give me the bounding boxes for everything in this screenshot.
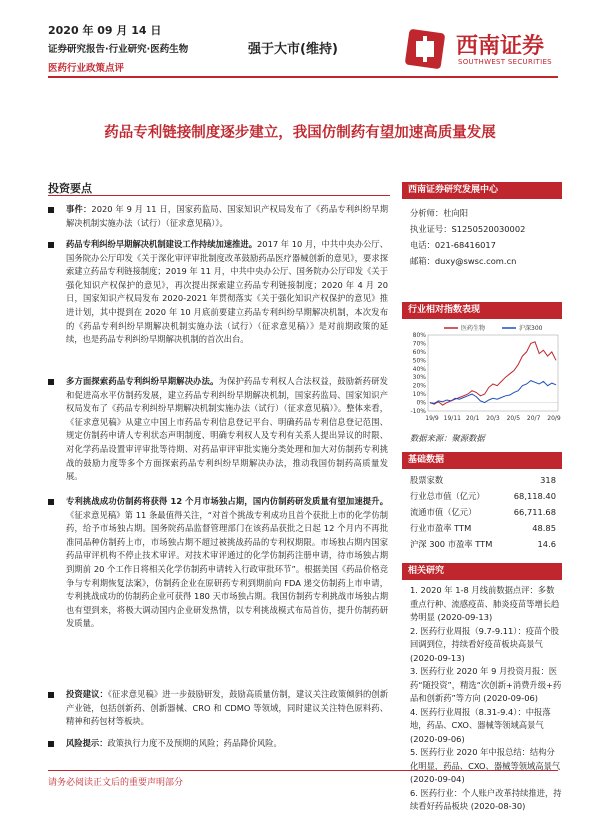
related-item[interactable]: 2. 医药行业周报（9.7-9.11）：疫苗个股回调到位，持续看好疫苗板块高景气 (2020-09-13): [410, 625, 559, 663]
header-divider: [48, 76, 558, 78]
x-tick-label: 19/9: [425, 415, 439, 422]
basic-row: [402, 520, 562, 536]
series-line-0: [430, 342, 556, 405]
footer-disclaimer: 请务必阅读正文后的重要声明部分: [48, 778, 184, 788]
y-tick-label: 70%: [412, 340, 426, 348]
basic-value: 318: [540, 475, 556, 485]
y-tick-label: -10%: [410, 408, 426, 415]
paragraph-lead: 专利挑战成功仿制药将获得 12 个月市场独占期，国内仿制药研发质量有望加速提升。: [66, 496, 388, 506]
basic-value: 14.6: [537, 539, 556, 549]
bullet-icon: [48, 207, 54, 213]
y-tick-label: 10%: [412, 391, 426, 399]
paragraph-lead: 投资建议：: [66, 689, 108, 699]
sidebar-basic-data: [402, 452, 562, 552]
report-date: 2020 年 09 月 14 日: [48, 24, 162, 37]
paragraph-exploration: [48, 375, 388, 484]
x-tick-label: 20/3: [486, 415, 500, 422]
x-tick-label: 20/7: [526, 415, 541, 422]
bullet-icon: [48, 692, 54, 698]
bullet-icon: [48, 499, 54, 505]
related-item[interactable]: 5. 医药行业 2020 年中报总结：结构分化明显，药品、CXO、器械等领域高景气 (2020-09-04): [410, 747, 561, 784]
company-logo: [404, 27, 574, 71]
report-title: 药品专利链接制度逐步建立，我国仿制药有望加速高质量发展: [104, 124, 496, 141]
bullet-icon: [48, 379, 54, 385]
sidebar-chart: [402, 302, 562, 445]
paragraph-investment: [48, 688, 388, 729]
related-item[interactable]: 3. 医药行业 2020 年 9 月投资月报：医药“随投资”，精选“次创新+消费升级+药品和创新药”等方向 (2020-09-06): [410, 666, 562, 703]
chart-header: 行业相对指数表现: [402, 302, 562, 319]
phone: 电话：021-68416017: [410, 240, 496, 250]
basic-label: 行业总市值（亿元）: [410, 491, 485, 501]
logo-text-en: SOUTHWEST SECURITIES: [458, 58, 552, 66]
logo-text-cn: 西南证券: [456, 33, 545, 59]
paragraph-mechanism: [48, 238, 388, 347]
paragraph-event: [48, 203, 388, 230]
report-subcategory: 医药行业政策点评: [48, 63, 125, 74]
y-tick-label: 80%: [412, 332, 426, 339]
basic-value: 66,711.68: [513, 507, 556, 517]
section-divider: [48, 195, 390, 196]
paragraph-text: 为保护药品专利权人合法权益，鼓励新药研发和促进高水平仿制药发展，建立药品专利纠纷早期解决机制，国家药监局、国家知识产权局发布了《药品专利纠纷早期解决机制实施办法（试行）（征求意见稿）》。整体来看，《征求意见稿》从建立中国上市药品专利信息登记平台、明确药品专利信息登记范围、规定仿制药申请人专利状态声明制度、明确专利权人及专利有关系人提出异议的时限、对化学药品设置审评审批等待期、对药品审评审批实施分类处理和加大对仿制药专利挑战的鼓励力度等多个方面探索药品专利纠纷早期解决办法，推动我国仿制药高质量发展。: [66, 376, 388, 482]
sidebar-related: [402, 563, 562, 814]
x-tick-label: 20/5: [506, 415, 521, 422]
basic-label: 流通市值（亿元）: [410, 507, 477, 517]
related-item[interactable]: 6. 医药行业：个人账户改革持续推进，持续看好药品板块 (2020-08-30): [410, 787, 562, 811]
legend-label-hs300: 沪深300: [519, 325, 543, 332]
basic-value: 68,118.40: [513, 491, 556, 501]
research-header: 西南证券研究发展中心: [402, 182, 562, 199]
x-tick-label: 20/9: [547, 415, 561, 422]
paragraph-lead: 多方面探索药品专利纠纷早期解决办法。: [66, 376, 219, 386]
relative-index-chart: [402, 319, 562, 427]
basic-value: 48.85: [532, 523, 556, 533]
rating: 强于大市(维持): [248, 42, 338, 57]
paragraph-lead: 药品专利纠纷早期解决机制建设工作持续加速推进。: [66, 239, 258, 249]
x-tick-label: 20/1: [465, 415, 480, 422]
paragraph-text: 《征求意见稿》第 11 条最值得关注，“对首个挑战专利成功且首个获批上市的化学仿制药，给予市场独占期。国务院药品监督管理部门在该药品获批之日起 12 个月内不再批准同品种仿制药上市，市场独占期不超过被挑战药品的专利权期限。市场独占期内国家药品审评机构不停止技术审评。对技术审评通过的化学仿制药注册申请，待市场独占期到期前 20 个工作日将相关化学仿制药申请转入行政审批环节”。根据美国《药品价格竞争与专利期恢复法案》，仿制药企业在原研药专利到期前向 FDA 递交仿制药上市申请，专利挑战成功的仿制药企业可获得 180 天市场独占期。我国仿制药专利挑战市场独占期也有望到来，将极大调动国内企业研发热情，以专利挑战模式布局首仿，提升仿制药研发质量。: [66, 509, 388, 629]
paragraph-text: 政策执行力度不及预期的风险；药品降价风险。: [107, 738, 282, 748]
report-category: 证券研究报告·行业研究·医药生物: [48, 44, 189, 55]
related-header: 相关研究: [402, 563, 562, 580]
paragraph-text: 2020 年 9 月 11 日，国家药监局、国家知识产权局发布了《药品专利纠纷早期解决机制实施办法（试行）（征求意见稿）》。: [66, 204, 388, 228]
chart-plot-area: [428, 335, 558, 411]
bullet-icon: [48, 242, 54, 248]
email[interactable]: 邮箱：duxy@swsc.com.cn: [410, 256, 517, 266]
basic-row: [402, 488, 562, 504]
x-tick-label: 19/11: [443, 415, 461, 422]
y-tick-label: 20%: [412, 382, 426, 390]
license: 执业证号：S1250520030002: [410, 224, 526, 234]
paragraph-exclusivity: [48, 495, 388, 631]
legend-label-pharma: 医药生物: [461, 325, 486, 332]
y-tick-label: 40%: [412, 365, 426, 373]
y-tick-label: 0%: [416, 399, 426, 407]
basic-label: 股票家数: [410, 475, 444, 485]
basic-row: [402, 536, 562, 552]
y-tick-label: 60%: [412, 348, 426, 356]
y-tick-label: 30%: [412, 374, 426, 382]
related-item[interactable]: 4. 医药行业周报（8.31-9.4）：中报落地，药品、CXO、器械等领域高景气 (2020-09-06): [410, 706, 551, 744]
basic-row: [402, 472, 562, 488]
paragraph-text: 《征求意见稿》进一步鼓励研发，鼓励高质量仿制，建议关注政策倾斜的创新产业链，包括创新药、创新器械、CRO 和 CDMO 等领域，同时建议关注特色原料药、精神和药包材等板块。: [66, 689, 388, 727]
analyst: 分析师：杜向阳: [410, 208, 469, 218]
paragraph-lead: 风险提示：: [66, 738, 108, 748]
chart-legend: [444, 324, 543, 332]
logo-mark-icon: [404, 27, 450, 71]
footer-divider: [48, 770, 558, 771]
basic-label: 沪深 300 市盈率 TTM: [410, 539, 493, 549]
related-item[interactable]: 1. 2020 年 1-8 月线前数据点评：多数重点行种、流感疫苗、肺炎疫苗等增长趋势明显 (2020-09-13): [410, 585, 560, 622]
basic-label: 行业市盈率 TTM: [410, 523, 472, 533]
chart-source: 数据来源：聚源数据: [410, 433, 485, 443]
sidebar-research: [402, 182, 562, 269]
basic-row: [402, 504, 562, 520]
bullet-icon: [48, 741, 54, 747]
y-tick-label: 50%: [412, 357, 426, 365]
paragraph-risk: [48, 737, 388, 751]
basic-header: 基础数据: [402, 452, 562, 469]
paragraph-text: 2017 年 10 月，中共中央办公厅、国务院办公厅印发《关于深化审评审批制度改革鼓励药品医疗器械创新的意见》，要求探索建立药品专利链接制度；2019 年 11 月，中共中央办公厅、国务院办公厅印发《关于强化知识产权保护的意见》，再次提出探索建立药品专利链接制度；2020 年 4 月 20 日，国家知识产权局发布 2020-2021 年贯彻落实《关于强化知识产权保护的意见》推进计划，其中提到在 2020 年 10 月底前要建立药品专利纠纷早期解决机制，本次发布的《药品专利纠纷早期解决机制实施办法（试行）（征求意见稿）》是对前期政策的延续，也是药品专利纠纷早期解决机制的首次出台。: [66, 239, 388, 345]
section-title: 投资要点: [48, 182, 92, 195]
paragraph-lead: 事件：: [66, 204, 92, 214]
